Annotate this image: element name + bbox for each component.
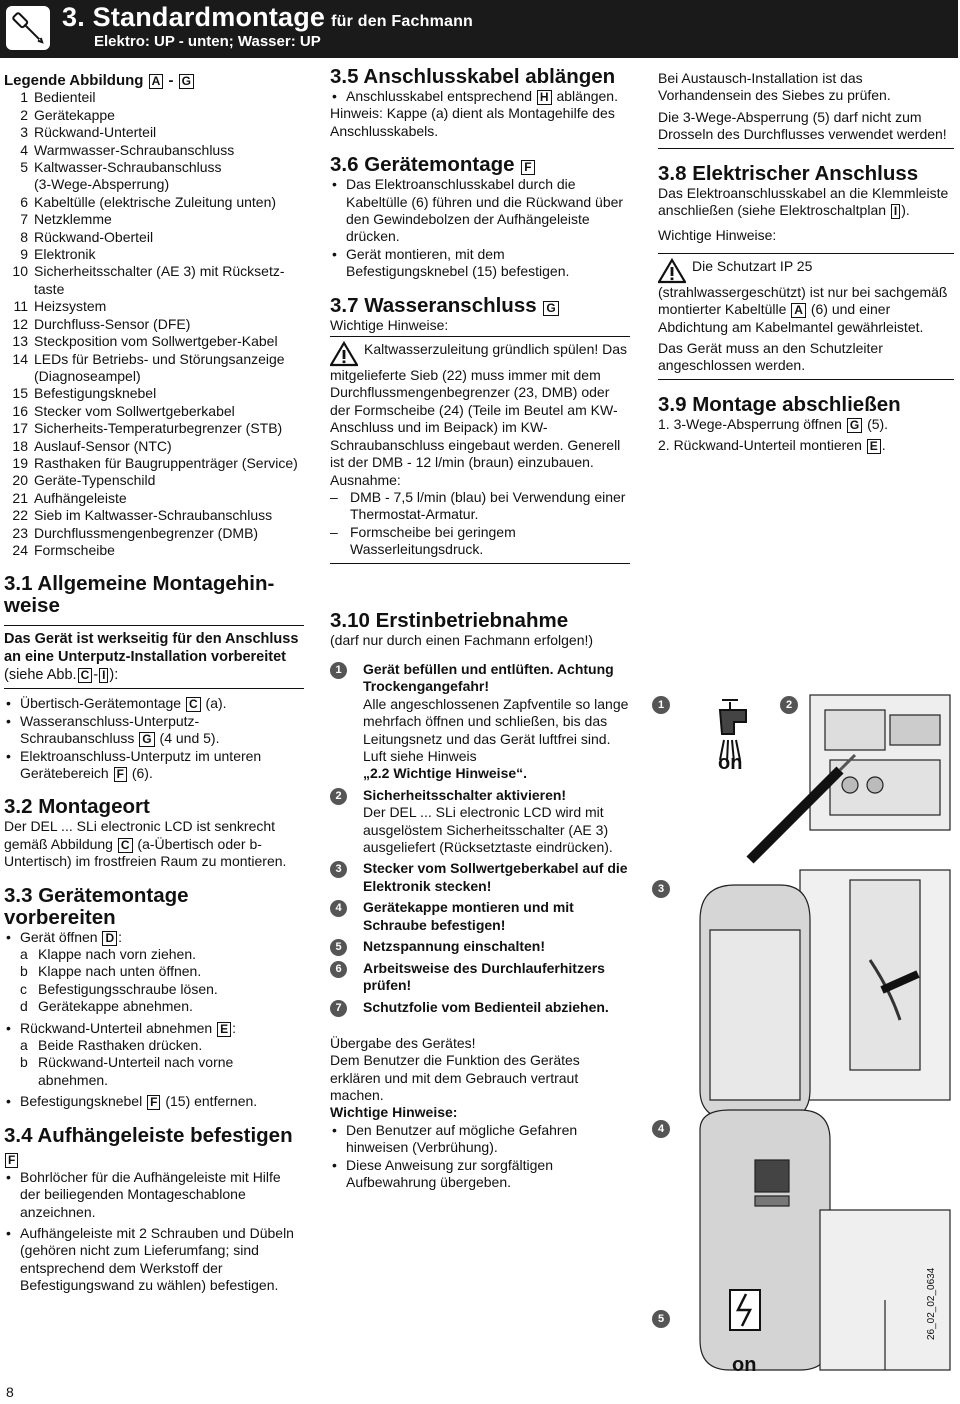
figure-code: 26_02_02_0634 bbox=[926, 1267, 937, 1340]
uebergabe-bullet: • Diese Anweisung zur sorgfältigen Aufbewahrung übergeben. bbox=[330, 1157, 630, 1192]
legend-number: 2 bbox=[20, 106, 28, 123]
warning-icon bbox=[658, 258, 686, 284]
figure-step-label: 3 bbox=[652, 880, 670, 898]
warning-icon bbox=[330, 341, 358, 367]
box-label: A bbox=[149, 74, 164, 89]
legend-number: 19 bbox=[12, 454, 28, 471]
legend-number: 17 bbox=[12, 420, 28, 437]
legend-item bbox=[4, 298, 304, 315]
s33-bullet: • Befestigungsknebel F (15) entfernen. bbox=[4, 1093, 304, 1110]
heading-3-7: 3.7 Wasseranschluss G bbox=[330, 295, 630, 317]
legend-number: 6 bbox=[20, 193, 28, 210]
step-bold: Gerätekappe montieren und mit Schraube befestigen! bbox=[363, 899, 574, 933]
power-plug-icon bbox=[730, 1290, 760, 1330]
s33-list-b bbox=[4, 1037, 304, 1089]
legend-text: LEDs für Betriebs- und Störungsanzeige bbox=[34, 350, 285, 367]
item-text: Klappe nach vorn ziehen. bbox=[38, 946, 196, 963]
legend-item bbox=[4, 89, 304, 106]
on-label: on bbox=[732, 1354, 757, 1376]
box-label: H bbox=[537, 90, 552, 105]
item-letter: a bbox=[20, 946, 28, 963]
legend-item bbox=[4, 385, 304, 402]
box-label: G bbox=[543, 301, 558, 316]
legend-text: Sicherheits-Temperaturbegrenzer (STB) bbox=[34, 420, 283, 437]
item-text: Beide Rasthaken drücken. bbox=[38, 1037, 203, 1054]
step-bold-end: „2.2 Wichtige Hinweise“. bbox=[363, 765, 528, 782]
heading-3-8: 3.8 Elektrischer Anschluss bbox=[658, 161, 919, 185]
step-item bbox=[330, 960, 630, 995]
legend-item bbox=[4, 472, 304, 489]
uebergabe-sub: Wichtige Hinweise: bbox=[330, 1104, 458, 1121]
legend-text: Rasthaken für Baugruppenträger (Service) bbox=[34, 454, 298, 471]
step-body bbox=[363, 860, 630, 895]
s31-bullet: • Übertisch-Gerätemontage C (a). bbox=[4, 695, 304, 712]
legend-text: Befestigungsknebel bbox=[34, 385, 157, 402]
s33-bullet: • Gerät öffnen D : bbox=[4, 929, 304, 946]
legend-item bbox=[4, 525, 304, 542]
step-bold: Netzspannung einschalten! bbox=[363, 938, 546, 955]
legend-text: Gerätekappe bbox=[34, 106, 115, 123]
legend-item bbox=[4, 438, 304, 455]
legend-number: 14 bbox=[12, 350, 28, 367]
legend-number: 16 bbox=[12, 402, 28, 419]
legend-text: Rückwand-Unterteil bbox=[34, 124, 157, 141]
box-label: E bbox=[867, 439, 881, 454]
legend-number: 10 bbox=[12, 263, 28, 280]
legend-text: Elektronik bbox=[34, 246, 96, 263]
legend-text: Rückwand-Oberteil bbox=[34, 228, 154, 245]
section-subtitle: Elektro: UP - unten; Wasser: UP bbox=[94, 33, 321, 50]
warning-first-line: Kaltwasserzuleitung gründlich spülen! bbox=[364, 341, 599, 358]
item-text: Gerätekappe abnehmen. bbox=[38, 998, 193, 1015]
legend-item bbox=[4, 142, 304, 159]
warning-text-end: (6) und einer Abdichtung am Kabelmantel gewährleistet. bbox=[658, 301, 924, 335]
step-number: 6 bbox=[330, 961, 347, 978]
legend-text: Durchflussmengenbegrenzer (DMB) bbox=[34, 524, 259, 541]
legend-item bbox=[4, 368, 304, 385]
installation-figures bbox=[650, 690, 956, 1390]
legend-item bbox=[4, 333, 304, 350]
s35-bullet: • Anschlusskabel entsprechend H ablängen. bbox=[330, 88, 630, 105]
legend-number: 12 bbox=[12, 315, 28, 332]
item-text: Befestigungsschraube lösen. bbox=[38, 980, 218, 997]
ausnahme-label: Ausnahme: bbox=[330, 471, 401, 488]
legend-item bbox=[4, 211, 304, 228]
box-label: I bbox=[99, 668, 108, 683]
legend-number: 18 bbox=[12, 437, 28, 454]
box-label: A bbox=[791, 303, 806, 318]
legend-heading: Legende Abbildung A - G bbox=[4, 72, 304, 89]
column-left bbox=[4, 72, 304, 1295]
legend-item bbox=[4, 229, 304, 246]
legend-number: 8 bbox=[20, 228, 28, 245]
legend-item bbox=[4, 420, 304, 437]
col3-note-2: Die 3-Wege-Absperrung (5) darf nicht zum Drosseln des Durchflusses verwendet werden! bbox=[658, 108, 947, 143]
dash-item: – DMB - 7,5 l/min (blau) bei Verwendung einer Thermostat-Armatur. bbox=[330, 488, 626, 523]
legend-number: 5 bbox=[20, 159, 28, 176]
lettered-item bbox=[4, 981, 304, 998]
legend-number: 21 bbox=[12, 489, 28, 506]
step-body bbox=[363, 999, 609, 1017]
box-label: F bbox=[147, 1095, 160, 1110]
installation-illustration bbox=[650, 690, 956, 1390]
screwdriver-icon bbox=[4, 4, 52, 52]
electronics-detail bbox=[750, 695, 950, 860]
page-number: 8 bbox=[6, 1384, 14, 1400]
s36-bullet: • Das Elektroanschlusskabel durch die Kabeltülle (6) führen und die Rückwand über den Gewindebolzen der Aufhängeleiste drücken. bbox=[330, 176, 630, 246]
legend-number: 24 bbox=[12, 541, 28, 558]
legend-text: Geräte-Typenschild bbox=[34, 472, 156, 489]
legend-number: 4 bbox=[20, 141, 28, 158]
step-number: 7 bbox=[330, 1000, 347, 1017]
step-body bbox=[363, 661, 630, 783]
column-middle bbox=[330, 66, 630, 1192]
legend-text: Sieb im Kaltwasser-Schraubanschluss bbox=[34, 507, 273, 524]
lettered-item bbox=[4, 946, 304, 963]
col3-note-box bbox=[658, 70, 954, 149]
legend-item bbox=[4, 246, 304, 263]
legend-text: Sicherheitsschalter (AE 3) mit Rücksetz- bbox=[34, 263, 285, 280]
step-item bbox=[330, 860, 630, 895]
legend-text: (3-Wege-Absperrung) bbox=[34, 176, 170, 193]
box-label: G bbox=[179, 74, 194, 89]
legend-text: Steckposition vom Sollwertgeber-Kabel bbox=[34, 333, 278, 350]
legend-item bbox=[4, 176, 304, 193]
figure-step-label: 4 bbox=[652, 1120, 670, 1138]
legend-item bbox=[4, 351, 304, 368]
legend-number: 15 bbox=[12, 385, 28, 402]
step-body bbox=[363, 960, 630, 995]
heading-3-9: 3.9 Montage abschließen bbox=[658, 392, 901, 416]
heading-3-2: 3.2 Montageort bbox=[4, 795, 150, 819]
legend-item bbox=[4, 124, 304, 141]
step-item bbox=[330, 938, 630, 956]
legend-number: 7 bbox=[20, 211, 28, 228]
s38-sub: Wichtige Hinweise: bbox=[658, 227, 777, 244]
section-title: 3. Standardmontage für den Fachmann bbox=[62, 2, 474, 32]
s310-sub: (darf nur durch einen Fachmann erfolgen!) bbox=[330, 631, 594, 648]
figure-step-label: 1 bbox=[652, 696, 670, 714]
step-text: Alle angeschlossenen Zapfventile so lange mehrfach öffnen und schließen, bis das Leitungsnetz und das Gerät luftfrei sind. Luft siehe Hinweis bbox=[363, 695, 629, 764]
on-label: on bbox=[718, 752, 743, 774]
legend-item bbox=[4, 194, 304, 211]
item-text: Klappe nach unten öffnen. bbox=[38, 963, 202, 980]
step-bold: Schutzfolie vom Bedienteil abziehen. bbox=[363, 998, 609, 1015]
box-label: C bbox=[118, 838, 133, 853]
legend-number: 23 bbox=[12, 524, 28, 541]
s31-bullet: • Wasseranschluss-Unterputz-Schraubanschluss G (4 und 5). bbox=[4, 713, 304, 748]
step-number: 4 bbox=[330, 900, 347, 917]
dash-item: – Formscheibe bei geringem Wasserleitungsdruck. bbox=[330, 523, 516, 558]
legend-text: Heizsystem bbox=[34, 298, 107, 315]
step-item bbox=[330, 661, 630, 783]
heading-3-4: 3.4 Aufhängeleiste befestigen F bbox=[4, 1123, 293, 1167]
item-letter: b bbox=[20, 963, 28, 980]
warning-text: Die Schutzart IP 25 (strahlwassergeschützt) ist nur bei sachgemäß montierter Kabeltülle bbox=[658, 257, 948, 318]
page-header bbox=[0, 0, 958, 58]
uebergabe-text: Dem Benutzer die Funktion des Gerätes erklären und mit dem Gebrauch vertraut machen. bbox=[330, 1052, 580, 1104]
box-label: I bbox=[891, 204, 900, 219]
legend-text: taste bbox=[34, 280, 65, 297]
legend-item bbox=[4, 281, 304, 298]
legend-text: Bedienteil bbox=[34, 89, 96, 106]
s34-bullet: • Aufhängeleiste mit 2 Schrauben und Dübeln (gehören nicht zum Lieferumfang; sind entsprechend dem Werkstoff der Befestigungswand zu wählen) befestigen. bbox=[4, 1225, 304, 1295]
legend-item bbox=[4, 507, 304, 524]
step-bold: Stecker vom Sollwertgeberkabel auf die Elektronik stecken! bbox=[363, 860, 628, 894]
legend-number: 3 bbox=[20, 124, 28, 141]
step-item bbox=[330, 787, 630, 857]
heading-3-10: 3.10 Erstinbetriebnahme bbox=[330, 608, 569, 632]
legend-item bbox=[4, 490, 304, 507]
legend-item bbox=[4, 455, 304, 472]
step-number: 5 bbox=[330, 939, 347, 956]
s32-text: Der DEL ... SLi electronic LCD ist senkrecht gemäß Abbildung C (a-Übertisch oder b-Untertisch) im frostfreien Raum zu montieren. bbox=[4, 818, 287, 870]
item-letter: a bbox=[20, 1037, 28, 1054]
legend-number bbox=[4, 281, 34, 298]
step-bold: Sicherheitsschalter aktivieren! bbox=[363, 786, 567, 803]
s31-intro-box: Das Gerät ist werkseitig für den Anschluss an eine Unterputz-Installation vorbereitet (siehe Abb. C - I ): bbox=[4, 625, 304, 689]
legend-item bbox=[4, 316, 304, 333]
column-right bbox=[658, 70, 954, 455]
warning-text: Das mitgelieferte Sieb (22) muss immer mit dem Durchflussmengenbegrenzer (23, DMB) oder der Formscheibe (24) (Teile im Beutel am KW-Anschluss und im Beipack) im KW-Schraubanschluss eingebaut werden. Generell ist der DMB - 12 l/min (braun) einzubauen. bbox=[330, 341, 628, 471]
s33-list-a bbox=[4, 946, 304, 1016]
box-label: E bbox=[217, 1022, 231, 1037]
s36-bullet: • Gerät montieren, mit dem Befestigungsknebel (15) befestigen. bbox=[330, 246, 630, 281]
legend-number: 22 bbox=[12, 507, 28, 524]
legend-number: 9 bbox=[20, 246, 28, 263]
legend-item bbox=[4, 159, 304, 176]
item-letter: d bbox=[20, 998, 28, 1015]
figure-step-label: 2 bbox=[780, 696, 798, 714]
legend-text: Kabeltülle (elektrische Zuleitung unten) bbox=[34, 193, 277, 210]
lettered-item bbox=[4, 1037, 304, 1054]
item-letter: c bbox=[20, 980, 27, 997]
legend-number: 11 bbox=[13, 298, 28, 315]
uebergabe-bullet: • Den Benutzer auf mögliche Gefahren hinweisen (Verbrühung). bbox=[330, 1122, 630, 1157]
legend-text: Stecker vom Sollwertgeberkabel bbox=[34, 402, 235, 419]
s39-item: 1. 3-Wege-Absperrung öffnen G (5). bbox=[658, 415, 889, 432]
s37-warning-box bbox=[330, 336, 630, 563]
step-bold: Gerät befüllen und entlüften. Achtung Trockengangefahr! bbox=[363, 660, 614, 695]
heading-3-3: 3.3 Gerätemontage vorbereiten bbox=[4, 883, 189, 929]
step-body bbox=[363, 787, 630, 857]
legend-text: Formscheibe bbox=[34, 541, 115, 558]
lettered-item bbox=[4, 963, 304, 980]
legend-text: Auslauf-Sensor (NTC) bbox=[34, 437, 172, 454]
legend-text: Warmwasser-Schraubanschluss bbox=[34, 141, 235, 158]
s33-bullet: • Rückwand-Unterteil abnehmen E : bbox=[4, 1020, 304, 1037]
legend-text: Durchfluss-Sensor (DFE) bbox=[34, 315, 191, 332]
s37-subheading: Wichtige Hinweise: bbox=[330, 316, 449, 333]
legend-number: 13 bbox=[12, 333, 28, 350]
legend-number: 1 bbox=[20, 89, 28, 106]
step-body bbox=[363, 899, 630, 934]
step-number: 2 bbox=[330, 788, 347, 805]
box-label: G bbox=[847, 418, 862, 433]
legend-text: (Diagnoseampel) bbox=[34, 367, 141, 384]
box-label: F bbox=[5, 1153, 18, 1168]
heading-3-6: 3.6 Gerätemontage F bbox=[330, 154, 630, 176]
step-number: 1 bbox=[330, 662, 347, 679]
s39-item: 2. Rückwand-Unterteil montieren E . bbox=[658, 437, 886, 454]
legend-text: Kaltwasser-Schraubanschluss bbox=[34, 159, 222, 176]
legend-number bbox=[4, 368, 34, 385]
legend-item bbox=[4, 403, 304, 420]
heading-3-1: 3.1 Allgemeine Montagehin-weise bbox=[4, 572, 275, 618]
step-text: Der DEL ... SLi electronic LCD wird mit ausgelöstem Sicherheitsschalter (AE 3) ausgeliefert (Rücksetztaste eindrücken). bbox=[363, 804, 613, 855]
legend-number bbox=[4, 176, 34, 193]
s310-steps bbox=[330, 661, 630, 1017]
legend-item bbox=[4, 263, 304, 280]
legend-text: Aufhängeleiste bbox=[34, 489, 127, 506]
legend-number: 20 bbox=[12, 472, 28, 489]
s38-text: Das Elektroanschlusskabel an die Klemmleiste anschließen (siehe Elektroschaltplan I ). bbox=[658, 184, 949, 219]
s35-hint: Hinweis: Kappe (a) dient als Montagehilfe des Anschlusskabels. bbox=[330, 105, 615, 139]
step-number: 3 bbox=[330, 861, 347, 878]
legend-item bbox=[4, 107, 304, 124]
s31-bullet: • Elektroanschluss-Unterputz im unteren Gerätebereich F (6). bbox=[4, 748, 304, 783]
box-label: F bbox=[114, 767, 127, 782]
heading-3-5: 3.5 Anschlusskabel ablängen bbox=[330, 65, 616, 88]
s38-warning-box bbox=[658, 253, 954, 380]
legend-item bbox=[4, 542, 304, 559]
item-text: Rückwand-Unterteil nach vorne abnehmen. bbox=[38, 1054, 234, 1088]
box-label: C bbox=[78, 668, 93, 683]
legend-text: Netzklemme bbox=[34, 211, 112, 228]
uebergabe-heading: Übergabe des Gerätes! bbox=[330, 1034, 476, 1051]
step-bold: Arbeitsweise des Durchlauferhitzers prüfen! bbox=[363, 960, 605, 994]
step-item bbox=[330, 999, 630, 1017]
step-body bbox=[363, 938, 545, 956]
box-label: F bbox=[521, 160, 534, 175]
col3-note-1: Bei Austausch-Installation ist das Vorhandensein des Siebes zu prüfen. bbox=[658, 70, 891, 104]
s34-bullet: • Bohrlöcher für die Aufhängeleiste mit Hilfe der beiliegenden Montageschablone anzeichnen. bbox=[4, 1169, 304, 1221]
box-label: D bbox=[102, 931, 117, 946]
s38-p2: Das Gerät muss an den Schutzleiter angeschlossen werden. bbox=[658, 340, 883, 374]
step-item bbox=[330, 899, 630, 934]
box-label: C bbox=[186, 697, 201, 712]
item-letter: b bbox=[20, 1054, 28, 1071]
lettered-item bbox=[4, 998, 304, 1015]
box-label: G bbox=[139, 732, 154, 747]
legend-list bbox=[4, 89, 304, 559]
figure-step-label: 5 bbox=[652, 1310, 670, 1328]
lettered-item bbox=[4, 1054, 304, 1089]
